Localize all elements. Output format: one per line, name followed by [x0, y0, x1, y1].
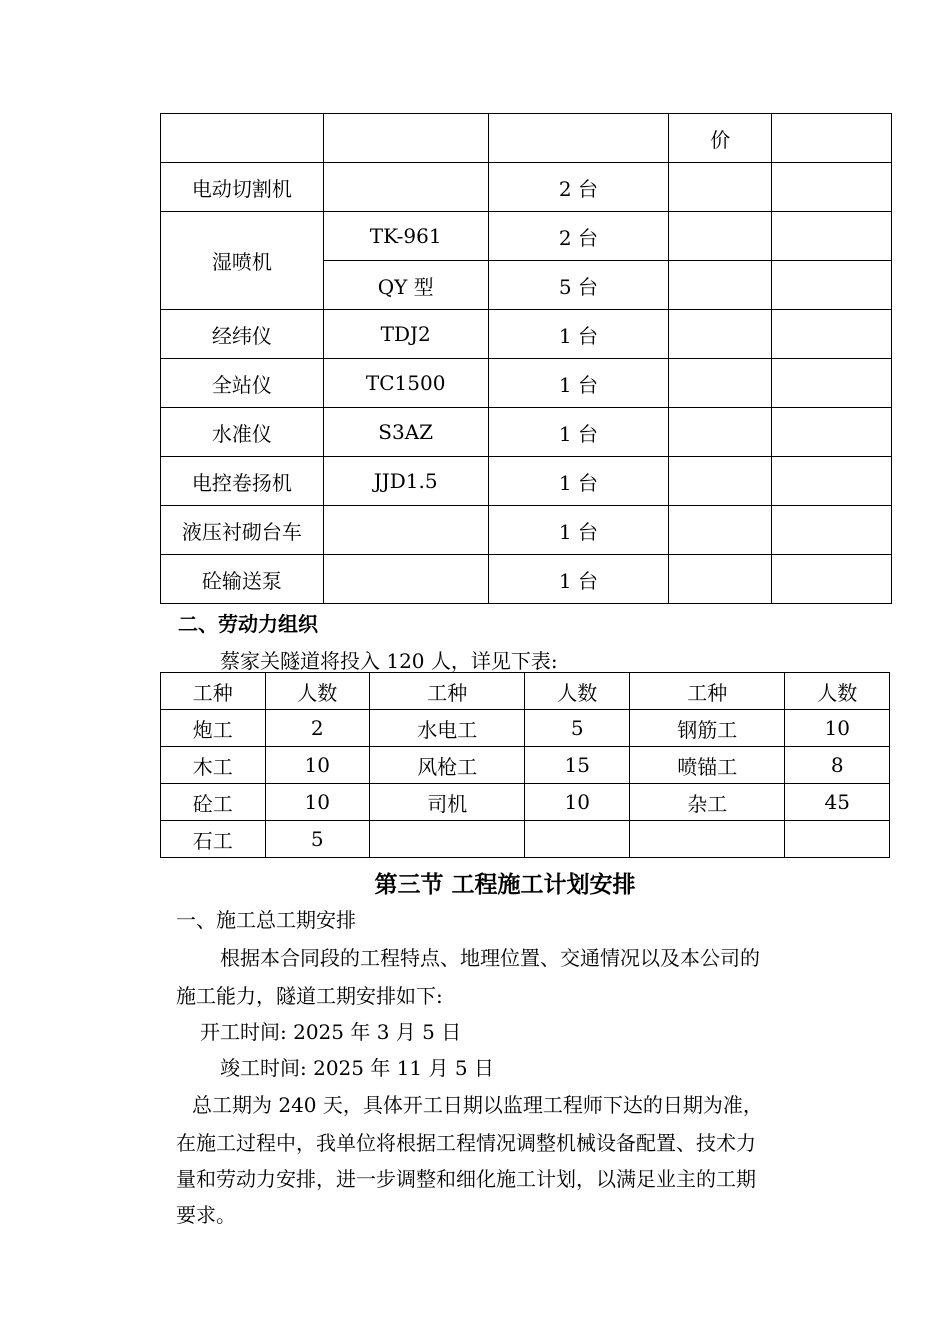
table-row — [161, 784, 890, 821]
table-cell: JJD1.5 — [323, 457, 488, 506]
table-cell — [772, 114, 892, 163]
table-cell: 电动切割机 — [161, 163, 324, 212]
table-row — [161, 821, 890, 858]
table-cell: 司机 — [370, 784, 525, 821]
table-cell — [323, 114, 488, 163]
table-cell: TDJ2 — [323, 310, 488, 359]
paragraph-line: 量和劳动力安排，进一步调整和细化施工计划，以满足业主的工期 — [176, 1167, 756, 1191]
end-date: 竣工时间: 2025 年 11 月 5 日 — [220, 1056, 494, 1080]
table-cell: 5 — [265, 821, 370, 858]
table-cell — [785, 821, 890, 858]
section-title: 第三节 工程施工计划安排 — [374, 871, 636, 898]
table-cell: 1 台 — [488, 359, 669, 408]
header-cell: 人数 — [785, 673, 890, 710]
header-cell: 工种 — [161, 673, 266, 710]
table-cell: 10 — [265, 747, 370, 784]
table-cell: 经纬仪 — [161, 310, 324, 359]
table-cell: 液压衬砌台车 — [161, 506, 324, 555]
table-cell: 杂工 — [629, 784, 784, 821]
table-cell — [772, 457, 892, 506]
table-cell — [772, 261, 892, 310]
table-cell — [772, 310, 892, 359]
table-cell: 1 台 — [488, 408, 669, 457]
table-cell: 45 — [785, 784, 890, 821]
header-cell: 人数 — [265, 673, 370, 710]
table-cell — [669, 408, 772, 457]
table-row — [161, 555, 892, 604]
table-row — [161, 310, 892, 359]
table-row — [161, 747, 890, 784]
table-cell: 5 台 — [488, 261, 669, 310]
labor-table — [160, 672, 890, 858]
header-cell: 人数 — [525, 673, 630, 710]
table-cell: 10 — [525, 784, 630, 821]
table-cell: 10 — [785, 710, 890, 747]
table-cell: 炮工 — [161, 710, 266, 747]
table-cell — [323, 506, 488, 555]
table-cell — [669, 555, 772, 604]
table-row — [161, 359, 892, 408]
table-cell: QY 型 — [323, 261, 488, 310]
table-header-row — [161, 673, 890, 710]
table-cell — [669, 310, 772, 359]
table-cell: 1 台 — [488, 506, 669, 555]
labor-intro: 蔡家关隧道将投入 120 人，详见下表: — [220, 649, 558, 673]
table-cell: 10 — [265, 784, 370, 821]
table-cell — [525, 821, 630, 858]
table-cell: 水准仪 — [161, 408, 324, 457]
table-cell: 价 — [669, 114, 772, 163]
table-row — [161, 408, 892, 457]
table-cell: 全站仪 — [161, 359, 324, 408]
table-cell — [772, 555, 892, 604]
start-date: 开工时间: 2025 年 3 月 5 日 — [200, 1020, 462, 1044]
header-cell: 工种 — [370, 673, 525, 710]
table-cell: TC1500 — [323, 359, 488, 408]
table-cell: 水电工 — [370, 710, 525, 747]
table-cell: 喷锚工 — [629, 747, 784, 784]
table-cell — [772, 212, 892, 261]
table-cell — [772, 506, 892, 555]
table-cell — [669, 212, 772, 261]
table-cell — [323, 163, 488, 212]
table-cell — [629, 821, 784, 858]
header-cell: 工种 — [629, 673, 784, 710]
table-row — [161, 457, 892, 506]
labor-heading: 二、劳动力组织 — [178, 612, 318, 636]
table-cell: 钢筋工 — [629, 710, 784, 747]
table-cell: S3AZ — [323, 408, 488, 457]
table-cell — [323, 555, 488, 604]
table-cell: 2 台 — [488, 163, 669, 212]
table-cell: 砼工 — [161, 784, 266, 821]
table-cell: 15 — [525, 747, 630, 784]
table-row — [161, 506, 892, 555]
table-cell: 2 台 — [488, 212, 669, 261]
table-cell: 风枪工 — [370, 747, 525, 784]
paragraph-line: 施工能力，隧道工期安排如下: — [176, 984, 443, 1008]
table-cell: 8 — [785, 747, 890, 784]
table-cell — [370, 821, 525, 858]
table-cell: 2 — [265, 710, 370, 747]
table-cell: 电控卷扬机 — [161, 457, 324, 506]
table-cell: TK-961 — [323, 212, 488, 261]
table-cell: 砼输送泵 — [161, 555, 324, 604]
paragraph-line: 根据本合同段的工程特点、地理位置、交通情况以及本公司的 — [220, 946, 760, 970]
subsection-heading: 一、施工总工期安排 — [176, 908, 356, 932]
paragraph-line: 在施工过程中，我单位将根据工程情况调整机械设备配置、技术力 — [176, 1131, 756, 1155]
table-cell: 木工 — [161, 747, 266, 784]
table-row — [161, 114, 892, 163]
table-cell: 5 — [525, 710, 630, 747]
table-cell: 1 台 — [488, 555, 669, 604]
table-cell — [669, 261, 772, 310]
table-cell — [488, 114, 669, 163]
table-cell — [669, 359, 772, 408]
table-row — [161, 163, 892, 212]
table-row — [161, 212, 892, 261]
table-cell: 石工 — [161, 821, 266, 858]
table-cell: 湿喷机 — [161, 212, 324, 310]
paragraph-line: 要求。 — [176, 1203, 236, 1227]
table-cell — [161, 114, 324, 163]
table-cell: 1 台 — [488, 310, 669, 359]
paragraph-line: 总工期为 240 天，具体开工日期以监理工程师下达的日期为准， — [192, 1093, 763, 1117]
table-row — [161, 710, 890, 747]
table-cell: 1 台 — [488, 457, 669, 506]
table-cell — [772, 163, 892, 212]
table-cell — [772, 359, 892, 408]
table-cell — [669, 163, 772, 212]
table-cell — [669, 457, 772, 506]
table-cell — [772, 408, 892, 457]
equipment-table — [160, 113, 892, 604]
table-cell — [669, 506, 772, 555]
